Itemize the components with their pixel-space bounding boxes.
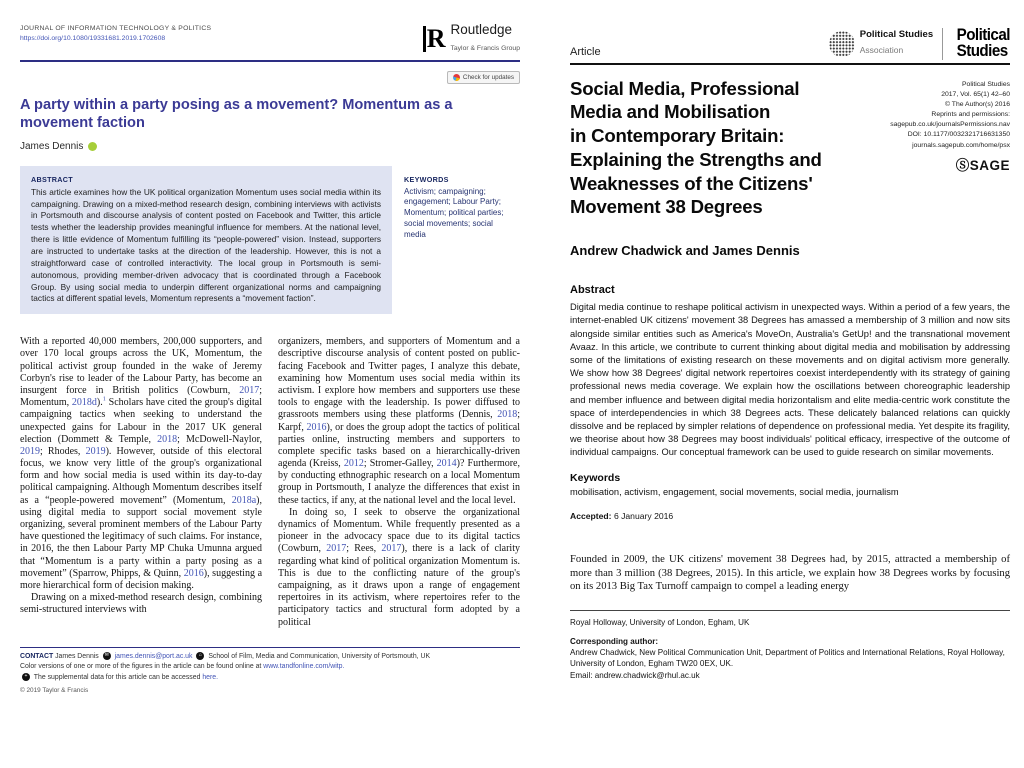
line: sagepub.co.uk/journalsPermissions.nav bbox=[890, 121, 1010, 129]
body-columns bbox=[20, 336, 520, 629]
citation-link[interactable]: 2016 bbox=[183, 567, 204, 579]
paragraph: Drawing on a mixed-method research design, combining semi-structured interviews with bbox=[20, 592, 262, 616]
line: Movement 38 Degrees bbox=[570, 196, 763, 218]
abstract-heading: Abstract bbox=[570, 284, 615, 297]
psa-name: Political Studies bbox=[859, 28, 934, 40]
left-article-page bbox=[20, 22, 520, 696]
left-page-header bbox=[20, 22, 520, 55]
copyright-line: © 2019 Taylor & Francis bbox=[20, 686, 89, 694]
line: © The Author(s) 2016 bbox=[945, 100, 1010, 108]
line: Reprints and permissions: bbox=[931, 111, 1010, 119]
line: Weaknesses of the Citizens' bbox=[570, 172, 813, 194]
routledge-r-icon: R bbox=[423, 26, 446, 52]
crossmark-icon bbox=[453, 74, 460, 81]
citation-link[interactable]: 2017 bbox=[326, 543, 347, 555]
abstract-section bbox=[20, 166, 520, 315]
contact-line bbox=[20, 652, 520, 663]
article-type-label: Article bbox=[570, 46, 601, 58]
tandfonline-link[interactable]: www.tandfonline.com/witp. bbox=[263, 663, 345, 671]
orcid-icon[interactable] bbox=[88, 142, 97, 151]
logo-divider bbox=[942, 28, 943, 60]
citation-link[interactable]: 2012 bbox=[343, 458, 364, 470]
contact-name: James Dennis bbox=[55, 652, 99, 660]
sage-logo: ⓈSAGE bbox=[955, 157, 1010, 173]
footnote-marker: 1 bbox=[102, 395, 106, 403]
contact-affiliation: School of Film, Media and Communication, University of Portsmouth, UK bbox=[208, 652, 431, 660]
supplemental-text: The supplemental data for this article can be accessed bbox=[33, 674, 201, 682]
right-page-header bbox=[570, 28, 1010, 60]
accepted-date: 6 January 2016 bbox=[613, 510, 674, 521]
journal-info bbox=[20, 25, 211, 42]
right-article-page bbox=[570, 28, 1010, 681]
abstract-text: Digital media continue to reshape political activism in unexpected ways. Within a period of a few years, the internet-enabled UK citizens' movement 38 Degrees has amassed a membership of 3 million and now sits alongside similar entities such as America's MoveOn, Australia's GetUp! and the transnational movement Avaaz. In this article, we contribute to current thinking about digital media and mobilisation by addressing some of the limitations of existing research on these movements and on digital activism more generally. We show how 38 Degrees' digital network repertoires coexist interdependently with its strategy of gaining professional news media coverage. We explain how the oscillations between choreographic leadership and member influence and between digital media horizontalism and elite media-centric work constitute the space of interdependencies in which 38 Degrees acts. These delicately balanced relations can quickly dissolve and be replaced by simpler relations of dependence on professional media. Yet despite its fragility, we theorise about how 38 Degrees may boost individuals' political efficacy, irrespective of the outcome of individual campaigns. Our conceptual framework can be used to guide research on similar movements. bbox=[570, 302, 1010, 458]
citation-link[interactable]: 2016 bbox=[306, 421, 327, 433]
routledge-logo bbox=[423, 23, 520, 55]
line: Political Studies bbox=[962, 80, 1010, 88]
meta-lines bbox=[868, 80, 1010, 151]
accepted-line bbox=[570, 511, 1010, 521]
keywords-column bbox=[404, 166, 512, 315]
line: Media and Mobilisation bbox=[570, 101, 771, 123]
journal-name: JOURNAL OF INFORMATION TECHNOLOGY & POLITICS bbox=[20, 25, 212, 32]
keywords-text: mobilisation, activism, engagement, social movements, social media, journalism bbox=[570, 486, 899, 497]
citation-link[interactable]: 2019 bbox=[85, 445, 106, 457]
body-paragraph: Founded in 2009, the UK citizens' movement 38 Degrees had, by 2015, attracted a membership of more than 3 million (38 Degrees, 2015). In this article, we explain how 38 Degrees works by focusing on its 2013 Big Tax Turnoff campaign to compel a leading energy bbox=[570, 553, 1010, 593]
corresponding-email: Email: andrew.chadwick@rhul.ac.uk bbox=[570, 670, 700, 680]
abstract-heading: ABSTRACT bbox=[31, 174, 73, 184]
line: DOI: 10.1177/0032321716631350 bbox=[907, 131, 1010, 139]
paragraph: organizers, members, and supporters of Momentum and a descriptive discourse analysis of content posted on public-facing Facebook and Twitter pages, I analyze this debate, examining how Momentum uses social media within its activism. I explore how members and supporters use these tools to engage with the leadership. Is power diffused to grassroots members using these platforms (Dennis, 2018; Karpf, 2016), or does the group adopt the tactics of political parties online, instructing members and supporters to complete specific tasks based on a hierarchically-driven agenda (Kreiss, 2012; Stromer-Galley, 2014)? Furthermore, by conducting ethnographic research on a local Momentum group in Portsmouth, I analyze the differences that exist in these tactics, if any, at the national level and the local level. bbox=[278, 336, 520, 506]
corresponding-text: Andrew Chadwick, New Political Communication Unit, Department of Politics and International Relations, Royal Holloway, University of London, Egham TW20 0EX, UK. bbox=[570, 648, 1005, 669]
supplemental-here-link[interactable]: here. bbox=[202, 674, 219, 682]
line: Social Media, Professional bbox=[570, 77, 800, 99]
supplemental-data-icon: + bbox=[22, 673, 30, 681]
line: 2017, Vol. 65(1) 42–60 bbox=[941, 90, 1010, 98]
article-title bbox=[570, 77, 862, 220]
keywords-text: Activism; campaigning; engagement; Labour Party; Momentum; political parties; social movements; social media bbox=[404, 186, 504, 239]
citation-link[interactable]: 2014 bbox=[436, 458, 457, 470]
right-header-logos bbox=[829, 28, 1010, 60]
contact-email-link[interactable]: james.dennis@port.ac.uk bbox=[114, 652, 193, 660]
doi-link[interactable]: https://doi.org/10.1080/19331681.2019.1702608 bbox=[20, 35, 166, 42]
paragraph: In doing so, I seek to observe the organizational dynamics of Momentum. While frequently presented as a pioneer in the advocacy space due to its digital tactics (Cowburn, 2017; Rees, 2017), there is a lack of clarity regarding what kind of political organization Momentum is. This is due to the conflicting nature of the group's campaigning, as it draws upon a range of engagement repertoires in its activism, where repertoires refer to the participatory tactics and structural form adopted by a political bbox=[278, 506, 520, 628]
line: Political bbox=[956, 26, 1010, 45]
citation-link[interactable]: 2018d bbox=[71, 397, 97, 409]
journal-metadata bbox=[868, 77, 1010, 220]
check-updates-button[interactable] bbox=[447, 71, 520, 84]
right-page-footer bbox=[570, 610, 1010, 681]
line: Explaining the Strengths and bbox=[570, 148, 822, 170]
building-icon: ⌂ bbox=[196, 652, 204, 660]
color-versions-text: Color versions of one or more of the figures in the article can be found online at bbox=[20, 663, 262, 671]
body-column-2 bbox=[278, 336, 520, 629]
color-versions-line bbox=[20, 662, 520, 673]
line: in Contemporary Britain: bbox=[570, 125, 785, 147]
accepted-label: Accepted: bbox=[570, 510, 612, 521]
email-icon: ✉ bbox=[104, 652, 109, 659]
line: Studies bbox=[956, 42, 1008, 60]
supplemental-line bbox=[20, 673, 520, 684]
header-rule bbox=[570, 63, 1010, 65]
header-divider bbox=[20, 60, 520, 62]
body-column-1 bbox=[20, 336, 262, 629]
citation-link[interactable]: 2017 bbox=[381, 543, 402, 555]
publisher-name: Routledge bbox=[450, 22, 513, 37]
check-updates-label: Check for updates bbox=[462, 74, 514, 82]
abstract-box bbox=[20, 166, 392, 315]
citation-link[interactable]: 2018 bbox=[497, 409, 518, 421]
citation-link[interactable]: 2018a bbox=[231, 494, 257, 506]
publisher-tagline: Taylor & Francis Group bbox=[450, 45, 520, 53]
left-page-footer bbox=[20, 647, 520, 696]
affiliation-note: Royal Holloway, University of London, Egham, UK bbox=[570, 618, 750, 628]
citation-link[interactable]: 2018 bbox=[157, 433, 178, 445]
citation-link[interactable]: 2017 bbox=[239, 384, 260, 396]
citation-link[interactable]: 2019 bbox=[20, 445, 40, 457]
abstract-text: This article examines how the UK political organization Momentum uses social media within its campaigning. Drawing on a mixed-method research design, combining interviews with activists in Portsmouth and discourse analysis of content posted on Facebook and Twitter, this article tests whether the leadership provides meaningful influence for members. At the national level, there is little evidence of Momentum fulfilling its “people-powered” vision. Instead, supporters are instructed to undertake tasks at the direction of the leadership. However, this is not a straightforward case of controlled interactivity. The local group in Portsmouth is semi-autonomous, providing member-driven advocacy that is coordinated through a Facebook Group. By using social media to underpin different organizational norms and campaigning tactics at different spatial levels, Momentum represents a “movement faction”. bbox=[31, 186, 381, 304]
keywords-heading: KEYWORDS bbox=[404, 174, 449, 184]
political-studies-wordmark bbox=[957, 28, 1010, 59]
psa-globe-icon bbox=[829, 31, 855, 57]
author-name: James Dennis bbox=[20, 140, 84, 152]
line: journals.sagepub.com/home/psx bbox=[912, 141, 1010, 149]
corresponding-heading: Corresponding author: bbox=[570, 636, 659, 646]
psa-sub: Association bbox=[859, 45, 904, 56]
article-title: A party within a party posing as a movement? Momentum as a movement faction bbox=[20, 97, 453, 132]
keywords-heading: Keywords bbox=[570, 471, 621, 484]
contact-label: CONTACT bbox=[20, 652, 54, 660]
authors-line: Andrew Chadwick and James Dennis bbox=[570, 243, 800, 259]
paragraph: With a reported 40,000 members, 200,000 supporters, and over 170 local groups across the UK, Momentum, the political activist group founded in the wake of Jeremy Corbyn's rise to leader of the Labour Party, has become an insurgent force in British politics (Cowburn, 2017; Momentum, 2018d).$^1$ Scholars have cited the group's digital campaigning tactics when seeking to understand the unexpected gains for Labour in the 2017 UK general election (Dommett & Temple, 2018; McDowell-Naylor, 2019; Rhodes, 2019). However, outside of this electoral focus, we know very little of the group's organizational form and how social media is used within its day-to-day political campaigning. Although Momentum describes itself as a “people-powered movement” (Momentum, 2018a), using digital media to support social movement style organizing, several prominent members of the Labour Party have questioned the legitimacy of such claims. For instance, in 2016, the then Labour Party MP Chuka Umunna argued that “Momentum is a party within a party posing as a movement” (Sparrow, Phipps, & Quinn, 2016), suggesting a more hierarchical form of decision making. bbox=[20, 336, 263, 591]
